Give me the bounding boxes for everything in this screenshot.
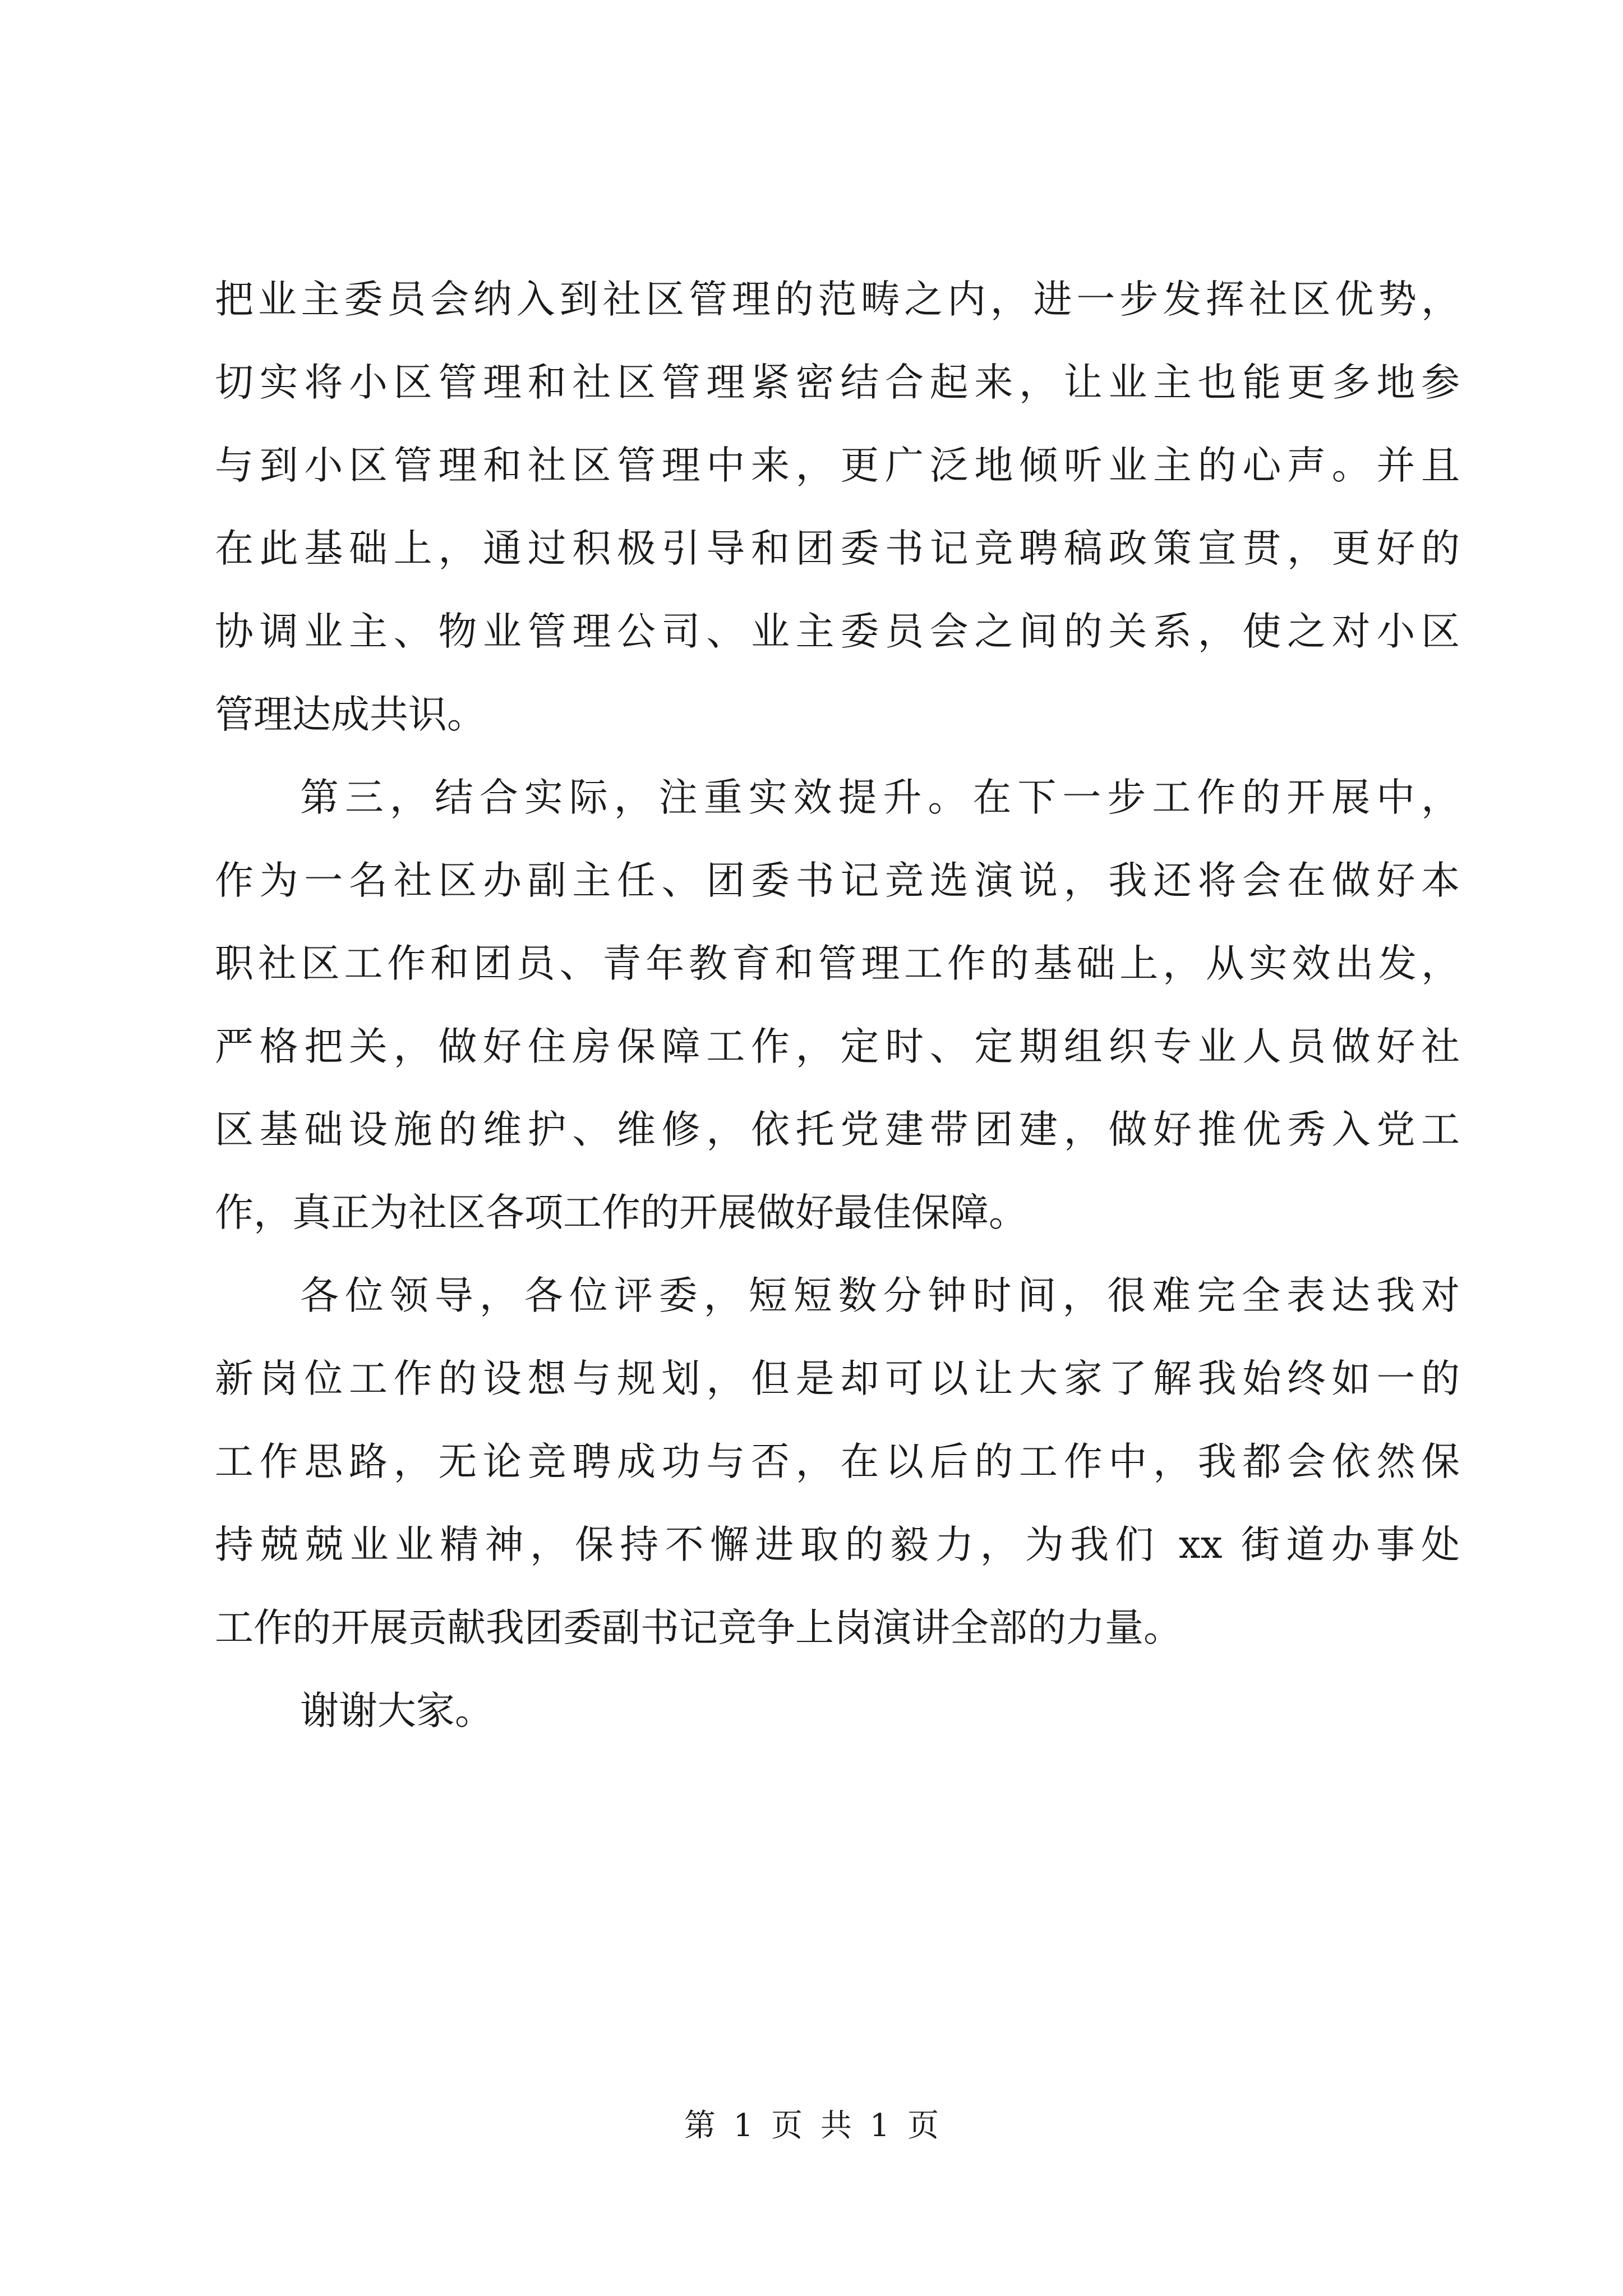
text-line: 严格把关，做好住房保障工作，定时、定期组织专业人员做好社 — [215, 1024, 1460, 1069]
page-footer: 第 1 页 共 1 页 — [684, 2108, 939, 2144]
document-body — [215, 258, 1460, 1752]
text-line: 工作的开展贡献我团委副书记竞争上岗演讲全部的力量。 — [215, 1605, 1182, 1650]
text-line: 与到小区管理和社区管理中来，更广泛地倾听业主的心声。并且 — [215, 443, 1460, 488]
text-line: 区基础设施的维护、维修，依托党建带团建，做好推优秀入党工 — [215, 1107, 1460, 1152]
text-line: 新岗位工作的设想与规划，但是却可以让大家了解我始终如一的 — [215, 1356, 1460, 1401]
text-line: 持兢兢业业精神，保持不懈进取的毅力，为我们 xx 街道办事处 — [215, 1522, 1460, 1567]
text-line: 各位领导，各位评委，短短数分钟时间，很难完全表达我对 — [300, 1273, 1460, 1318]
text-line: 第三，结合实际，注重实效提升。在下一步工作的开展中， — [300, 775, 1460, 820]
text-line: 在此基础上，通过积极引导和团委书记竞聘稿政策宣贯，更好的 — [215, 526, 1460, 571]
text-line: 协调业主、物业管理公司、业主委员会之间的关系，使之对小区 — [215, 609, 1460, 654]
text-line: 工作思路，无论竞聘成功与否，在以后的工作中，我都会依然保 — [215, 1439, 1460, 1484]
paragraph — [215, 1669, 1460, 1752]
text-line: 切实将小区管理和社区管理紧密结合起来，让业主也能更多地参 — [215, 360, 1460, 405]
text-line: 作，真正为社区各项工作的开展做好最佳保障。 — [215, 1190, 1027, 1235]
text-line: 谢谢大家。 — [300, 1688, 494, 1733]
paragraph — [215, 258, 1460, 756]
text-line: 把业主委员会纳入到社区管理的范畴之内，进一步发挥社区优势， — [215, 277, 1460, 322]
text-line: 作为一名社区办副主任、团委书记竞选演说，我还将会在做好本 — [215, 858, 1460, 903]
paragraph — [215, 1254, 1460, 1669]
text-line: 管理达成共识。 — [215, 692, 486, 737]
paragraph — [215, 756, 1460, 1254]
text-line: 职社区工作和团员、青年教育和管理工作的基础上，从实效出发， — [215, 941, 1460, 986]
